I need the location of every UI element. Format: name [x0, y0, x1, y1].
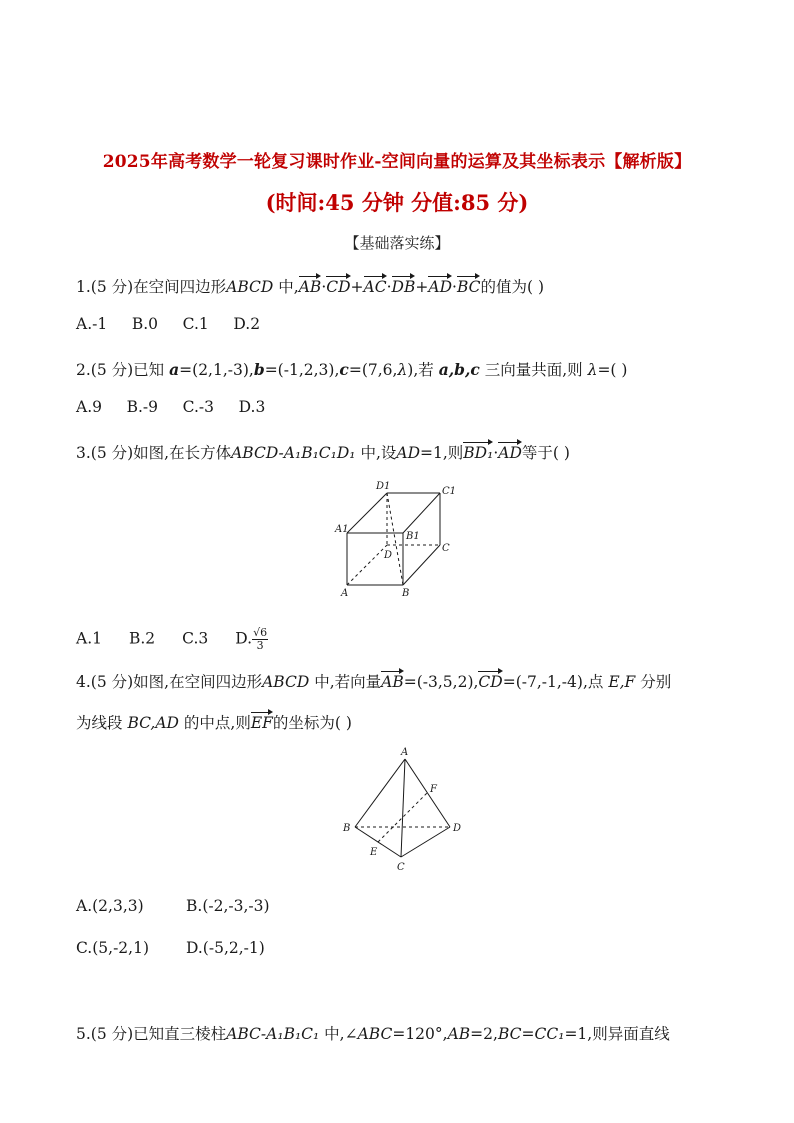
question-5: 5.(5 分)已知直三棱柱ABC-A₁B₁C₁ 中,∠ABC=120°,AB=2,BC=CC₁=1,则异面直线: [76, 1025, 670, 1043]
question-1: 1.(5 分)在空间四边形ABCD 中,AB·CD+AC·DB+AD·BC的值为( ): [76, 278, 545, 296]
question-1-options: A.-1 B.0 C.1 D.2: [76, 315, 261, 333]
question-2: 2.(5 分)已知 a=(2,1,-3),b=(-1,2,3),c=(7,6,λ),若 a,b,c 三向量共面,则 λ=( ): [76, 360, 628, 379]
label-E: E: [370, 847, 378, 858]
label-A: A: [401, 747, 409, 758]
label-A1: A1: [335, 524, 349, 535]
cuboid-figure: [330, 475, 460, 600]
label-C: C: [442, 543, 450, 554]
question-2-options: A.9 B.-9 C.-3 D.3: [76, 398, 266, 416]
label-B: B: [343, 823, 351, 834]
label-D1: D1: [376, 481, 391, 492]
label-D: D: [384, 550, 393, 561]
question-4-line-1: 4.(5 分)如图,在空间四边形ABCD 中,若向量AB=(-3,5,2),CD=(-7,-1,-4),点 E,F 分别: [76, 673, 672, 691]
label-F: F: [430, 784, 437, 795]
tetrahedron-figure: [335, 745, 475, 875]
label-B1: B1: [406, 531, 420, 542]
question-3: 3.(5 分)如图,在长方体ABCD-A₁B₁C₁D₁ 中,设AD=1,则BD₁·AD等于( ): [76, 444, 570, 462]
label-B: B: [402, 588, 410, 599]
label-A: A: [341, 588, 349, 599]
time-and-score: (时间:45 分钟 分值:85 分): [265, 190, 529, 215]
sqrt6-over-3: $\frac{√6}{3}$: [253, 626, 268, 652]
question-4-options-row-2: C.(5,-2,1) D.(-5,2,-1): [76, 939, 265, 957]
question-4-options-row-1: A.(2,3,3) B.(-2,-3,-3): [76, 897, 270, 915]
question-3-options: A.1 B.2 C.3 D. $\frac{√6}{3}$: [76, 626, 268, 652]
document-title: 2025年高考数学一轮复习课时作业-空间向量的运算及其坐标表示【解析版】: [102, 152, 692, 172]
label-C1: C1: [442, 486, 457, 497]
label-C: C: [397, 862, 405, 873]
label-D: D: [453, 823, 462, 834]
question-4-line-2: 为线段 BC,AD 的中点,则EF的坐标为( ): [76, 714, 352, 732]
section-heading: 【基础落实练】: [344, 234, 450, 252]
